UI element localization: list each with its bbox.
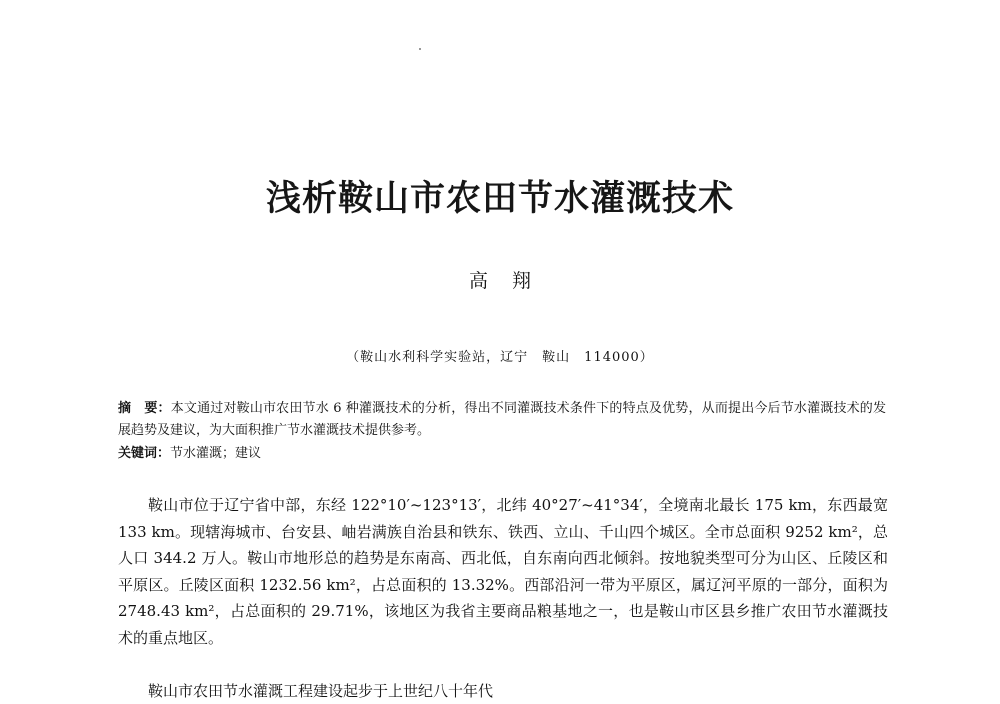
keywords-text: 节水灌溉；建议 [170,446,262,461]
author-name: 高翔 [468,270,555,292]
affiliation: （鞍山水利科学实验站，辽宁 鞍山 114000） [346,350,654,365]
abstract-text: 本文通过对鞍山市农田节水 6 种灌溉技术的分析，得出不同灌溉技术条件下的特点及优势，从而提出今后节水灌溉技术的发展趋势及建议，为大面积推广节水灌溉技术提供参考。 [118,401,886,438]
body-paragraph: 鞍山市位于辽宁省中部，东经 122°10′~123°13′，北纬 40°27′~41°34′，全境南北最长 175 km，东西最宽 133 km。现辖海城市、台安县、岫岩满族自治县和铁东、铁西、立山、千山四个城区。全市总面积 9252 km²，总人口 344.2 万人。鞍山市地形总的趋势是东南高、西北低，自东南向西北倾斜。按地貌类型可分为山区、丘陵区和平原区。丘陵区面积 1232.56 km²，占总面积的 13.32%。西部沿河一带为平原区，属辽河平原的一部分，面积为 2748.43 km²，占总面积的 29.71%，该地区为我省主要商品粮基地之一，也是鞍山市区县乡推广农田节水灌溉技术的重点地区。 [118,496,888,647]
scan-speck [419,48,421,50]
abstract [118,398,886,442]
keywords-label: 关键词： [118,446,171,461]
abstract-label: 摘 要： [118,401,171,416]
paper-title: 浅析鞍山市农田节水灌溉技术 [265,179,734,220]
keywords [118,443,886,465]
next-paragraph-cutoff: 鞍山市农田节水灌溉工程建设起步于上世纪八十年代 [148,682,494,700]
